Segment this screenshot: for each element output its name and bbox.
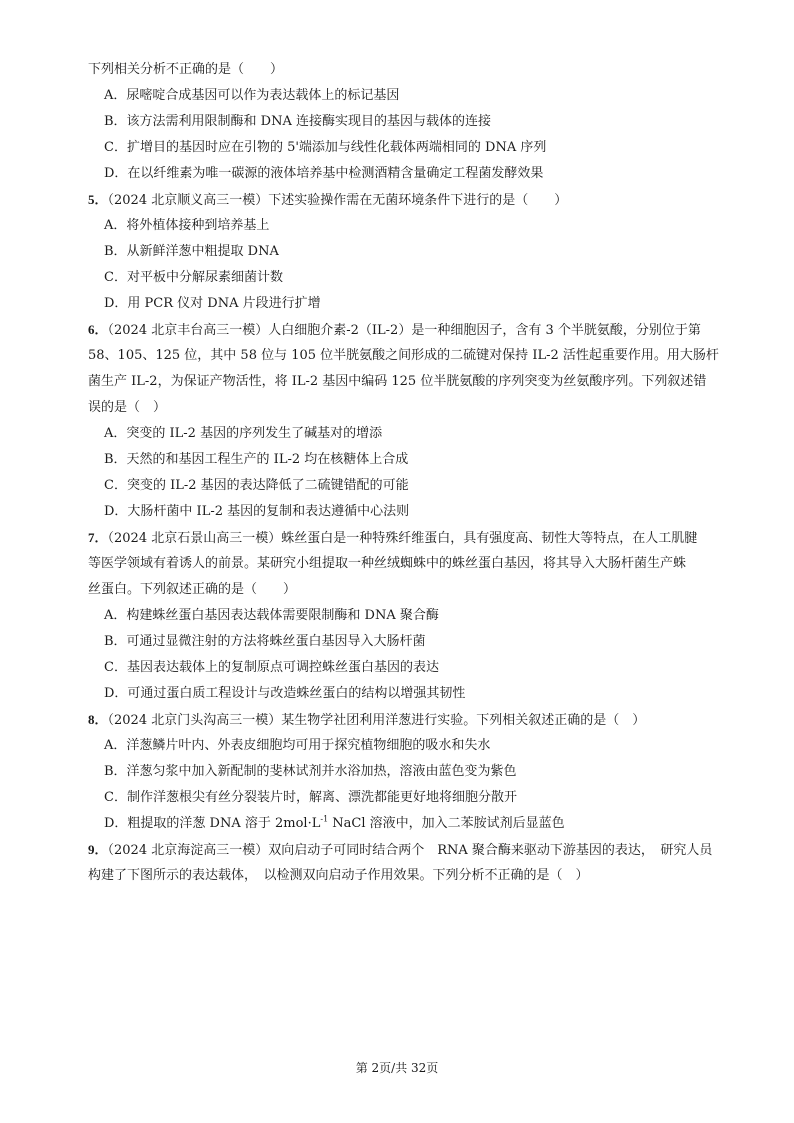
q7-stem-line-1 <box>88 528 697 549</box>
q9-stem-line-2: 构建了下图所示的表达载体， 以检测双向启动子作用效果。下列分析不正确的是（ ） <box>88 868 589 883</box>
q9-stem-text: （2024 北京海淀高三一模）双向启动子可同时结合两个 RNA 聚合酶来驱动下游基因的表达， 研究人员 <box>107 843 713 858</box>
q5-stem-text: （2024 北京顺义高三一模）下述实验操作需在无菌环境条件下进行的是（ ） <box>107 193 568 208</box>
q7-option-d: D．可通过蛋白质工程设计与改造蛛丝蛋白的结构以增强其韧性 <box>104 686 466 701</box>
q7-option-a: A．构建蛛丝蛋白基因表达载体需要限制酶和 DNA 聚合酶 <box>104 608 439 623</box>
q4-option-a: A．尿嘧啶合成基因可以作为表达载体上的标记基因 <box>104 88 400 103</box>
q5-option-c: C．对平板中分解尿素细菌计数 <box>104 270 283 285</box>
q4-option-b: B．该方法需利用限制酶和 DNA 连接酶实现目的基因与载体的连接 <box>104 114 492 129</box>
q4-stem-tail: 下列相关分析不正确的是（ ） <box>88 62 284 77</box>
q5-stem <box>88 190 567 211</box>
q9-stem-line-1 <box>88 840 712 861</box>
q6-option-c: C．突变的 IL-2 基因的表达降低了二硫键错配的可能 <box>104 478 409 493</box>
q6-option-d: D．大肠杆菌中 IL-2 基因的复制和表达遵循中心法则 <box>104 504 410 519</box>
q7-number: 7． <box>88 530 108 545</box>
q6-option-a: A．突变的 IL-2 基因的序列发生了碱基对的增添 <box>104 426 383 441</box>
q8-option-d-text: D．粗提取的洋葱 DNA 溶于 2mol·L <box>104 816 321 831</box>
q5-option-a: A．将外植体接种到培养基上 <box>104 218 270 233</box>
page-footer: 第 2页/共 32页 <box>355 1061 439 1075</box>
q6-number: 6． <box>88 322 108 337</box>
q8-option-b: B．洋葱匀浆中加入新配制的斐林试剂并水浴加热，溶液由蓝色变为紫色 <box>104 764 517 779</box>
q7-option-c: C．基因表达载体上的复制原点可调控蛛丝蛋白基因的表达 <box>104 660 439 675</box>
q5-number: 5． <box>88 192 108 207</box>
q5-option-b: B．从新鲜洋葱中粗提取 DNA <box>104 244 279 259</box>
q7-stem-line-3: 丝蛋白。下列叙述正确的是（ ） <box>88 582 297 597</box>
q6-stem-text: （2024 北京丰台高三一模）人白细胞介素-2（IL-2）是一种细胞因子，含有 3 个半胱氨酸，分别位于第 <box>107 323 701 338</box>
q5-option-d: D．用 PCR 仪对 DNA 片段进行扩增 <box>104 296 321 311</box>
q6-stem-line-2: 58、105、125 位，其中 58 位与 105 位半胱氨酸之间形成的二硫键对保持 IL-2 活性起重要作用。用大肠杆 <box>88 348 719 363</box>
q4-option-c: C．扩增目的基因时应在引物的 5'端添加与线性化载体两端相同的 DNA 序列 <box>104 140 547 155</box>
q8-option-c: C．制作洋葱根尖有丝分裂装片时，解离、漂洗都能更好地将细胞分散开 <box>104 790 517 805</box>
q8-option-d <box>104 814 565 834</box>
q9-number: 9． <box>88 842 108 857</box>
q8-stem <box>88 710 645 731</box>
q7-option-b: B．可通过显微注射的方法将蛛丝蛋白基因导入大肠杆菌 <box>104 634 426 649</box>
q8-option-d-text-tail: NaCl 溶液中，加入二苯胺试剂后显蓝色 <box>328 816 565 831</box>
q4-option-d: D．在以纤维素为唯一碳源的液体培养基中检测酒精含量确定工程菌发酵效果 <box>104 166 544 181</box>
q8-stem-text: （2024 北京门头沟高三一模）某生物学社团利用洋葱进行实验。下列相关叙述正确的是（ ） <box>107 713 646 728</box>
q7-stem-line-2: 等医学领域有着诱人的前景。某研究小组提取一种丝绒蜘蛛中的蛛丝蛋白基因，将其导入大肠杆菌生产蛛 <box>88 556 687 571</box>
q6-stem-line-4: 误的是（ ） <box>88 400 167 415</box>
q6-stem-line-3: 菌生产 IL-2，为保证产物活性，将 IL-2 基因中编码 125 位半胱氨酸的序列突变为丝氨酸序列。下列叙述错 <box>88 374 707 389</box>
q8-option-a: A．洋葱鳞片叶内、外表皮细胞均可用于探究植物细胞的吸水和失水 <box>104 738 491 753</box>
q8-option-d-superscript: -1 <box>320 814 329 824</box>
q6-stem-line-1 <box>88 320 701 341</box>
q7-stem-text: （2024 北京石景山高三一模）蛛丝蛋白是一种特殊纤维蛋白，具有强度高、韧性大等特点，在人工肌腱 <box>107 531 698 546</box>
q8-number: 8． <box>88 712 108 727</box>
q6-option-b: B．天然的和基因工程生产的 IL-2 均在核糖体上合成 <box>104 452 409 467</box>
